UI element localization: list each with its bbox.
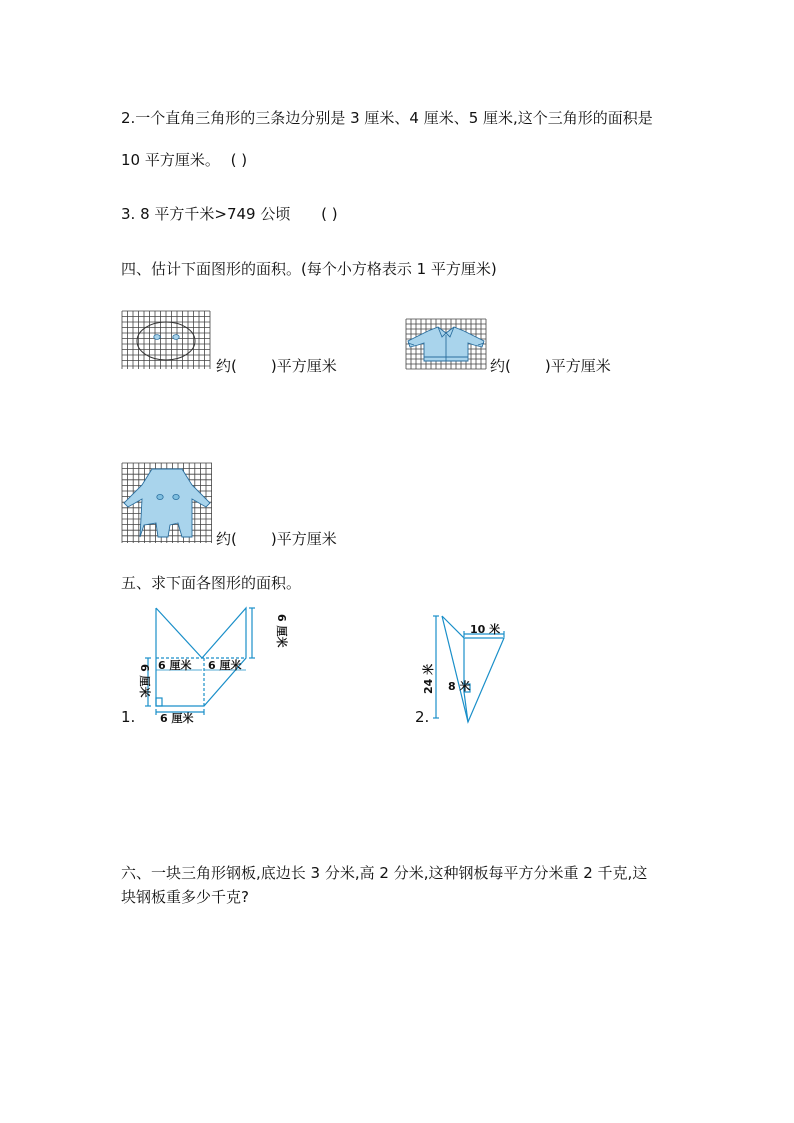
figure-1-left-height-label: 6 厘米	[138, 664, 151, 698]
eye-icon	[157, 494, 163, 499]
question-2-line-1: 2.一个直角三角形的三条边分别是 3 厘米、4 厘米、5 厘米,这个三角形的面积是	[121, 109, 653, 127]
animal-shape	[124, 469, 210, 537]
figure-2-inner-label: 8 米	[448, 680, 471, 693]
section-6-line-1: 六、一块三角形钢板,底边长 3 分米,高 2 分米,这种钢板每平方分米重 2 千克,这	[121, 864, 648, 882]
figure-2-height-label: 24 米	[422, 663, 435, 694]
question-3	[121, 204, 338, 224]
figure-1	[128, 606, 288, 725]
figure-1-mid-left-label: 6 厘米	[158, 659, 192, 672]
answer-blank: ( )	[321, 205, 338, 223]
question-2-line-2	[121, 150, 247, 170]
grid-1-answer	[216, 356, 337, 376]
answer-suffix: )平方厘米	[270, 357, 337, 375]
grid-face-figure	[122, 311, 210, 369]
grid-3-answer	[216, 529, 337, 549]
figure-1-bottom-label: 6 厘米	[160, 712, 194, 725]
answer-suffix: )平方厘米	[270, 530, 337, 548]
figure-2-number: 2.	[415, 708, 430, 726]
grid-jacket-figure	[406, 319, 486, 369]
eye-icon	[173, 335, 179, 340]
question-2-line-2-text: 10 平方厘米。	[121, 151, 220, 169]
section-5-title: 五、求下面各图形的面积。	[121, 574, 302, 592]
figure-1-right-height-label: 6 厘米	[275, 614, 288, 648]
question-3-text: 3. 8 平方千米>749 公顷	[121, 205, 291, 223]
section-6-line-2: 块钢板重多少千克?	[121, 888, 249, 906]
answer-suffix: )平方厘米	[544, 357, 611, 375]
section-4-title: 四、估计下面图形的面积。(每个小方格表示 1 平方厘米)	[121, 260, 497, 278]
figure-2	[420, 612, 520, 730]
grid-2-answer	[490, 356, 611, 376]
figure-1-number: 1.	[121, 708, 136, 726]
grid-animal-figure	[122, 463, 212, 543]
figure-1-mid-right-label: 6 厘米	[208, 659, 242, 672]
figure-1-outline	[156, 608, 246, 706]
answer-blank: ( )	[230, 151, 248, 169]
answer-prefix: 约(	[216, 357, 237, 375]
eye-icon	[154, 335, 160, 340]
right-angle-mark	[156, 698, 162, 706]
answer-prefix: 约(	[216, 530, 237, 548]
figure-2-top-label: 10 米	[470, 623, 501, 636]
answer-prefix: 约(	[490, 357, 511, 375]
eye-icon	[173, 494, 179, 499]
